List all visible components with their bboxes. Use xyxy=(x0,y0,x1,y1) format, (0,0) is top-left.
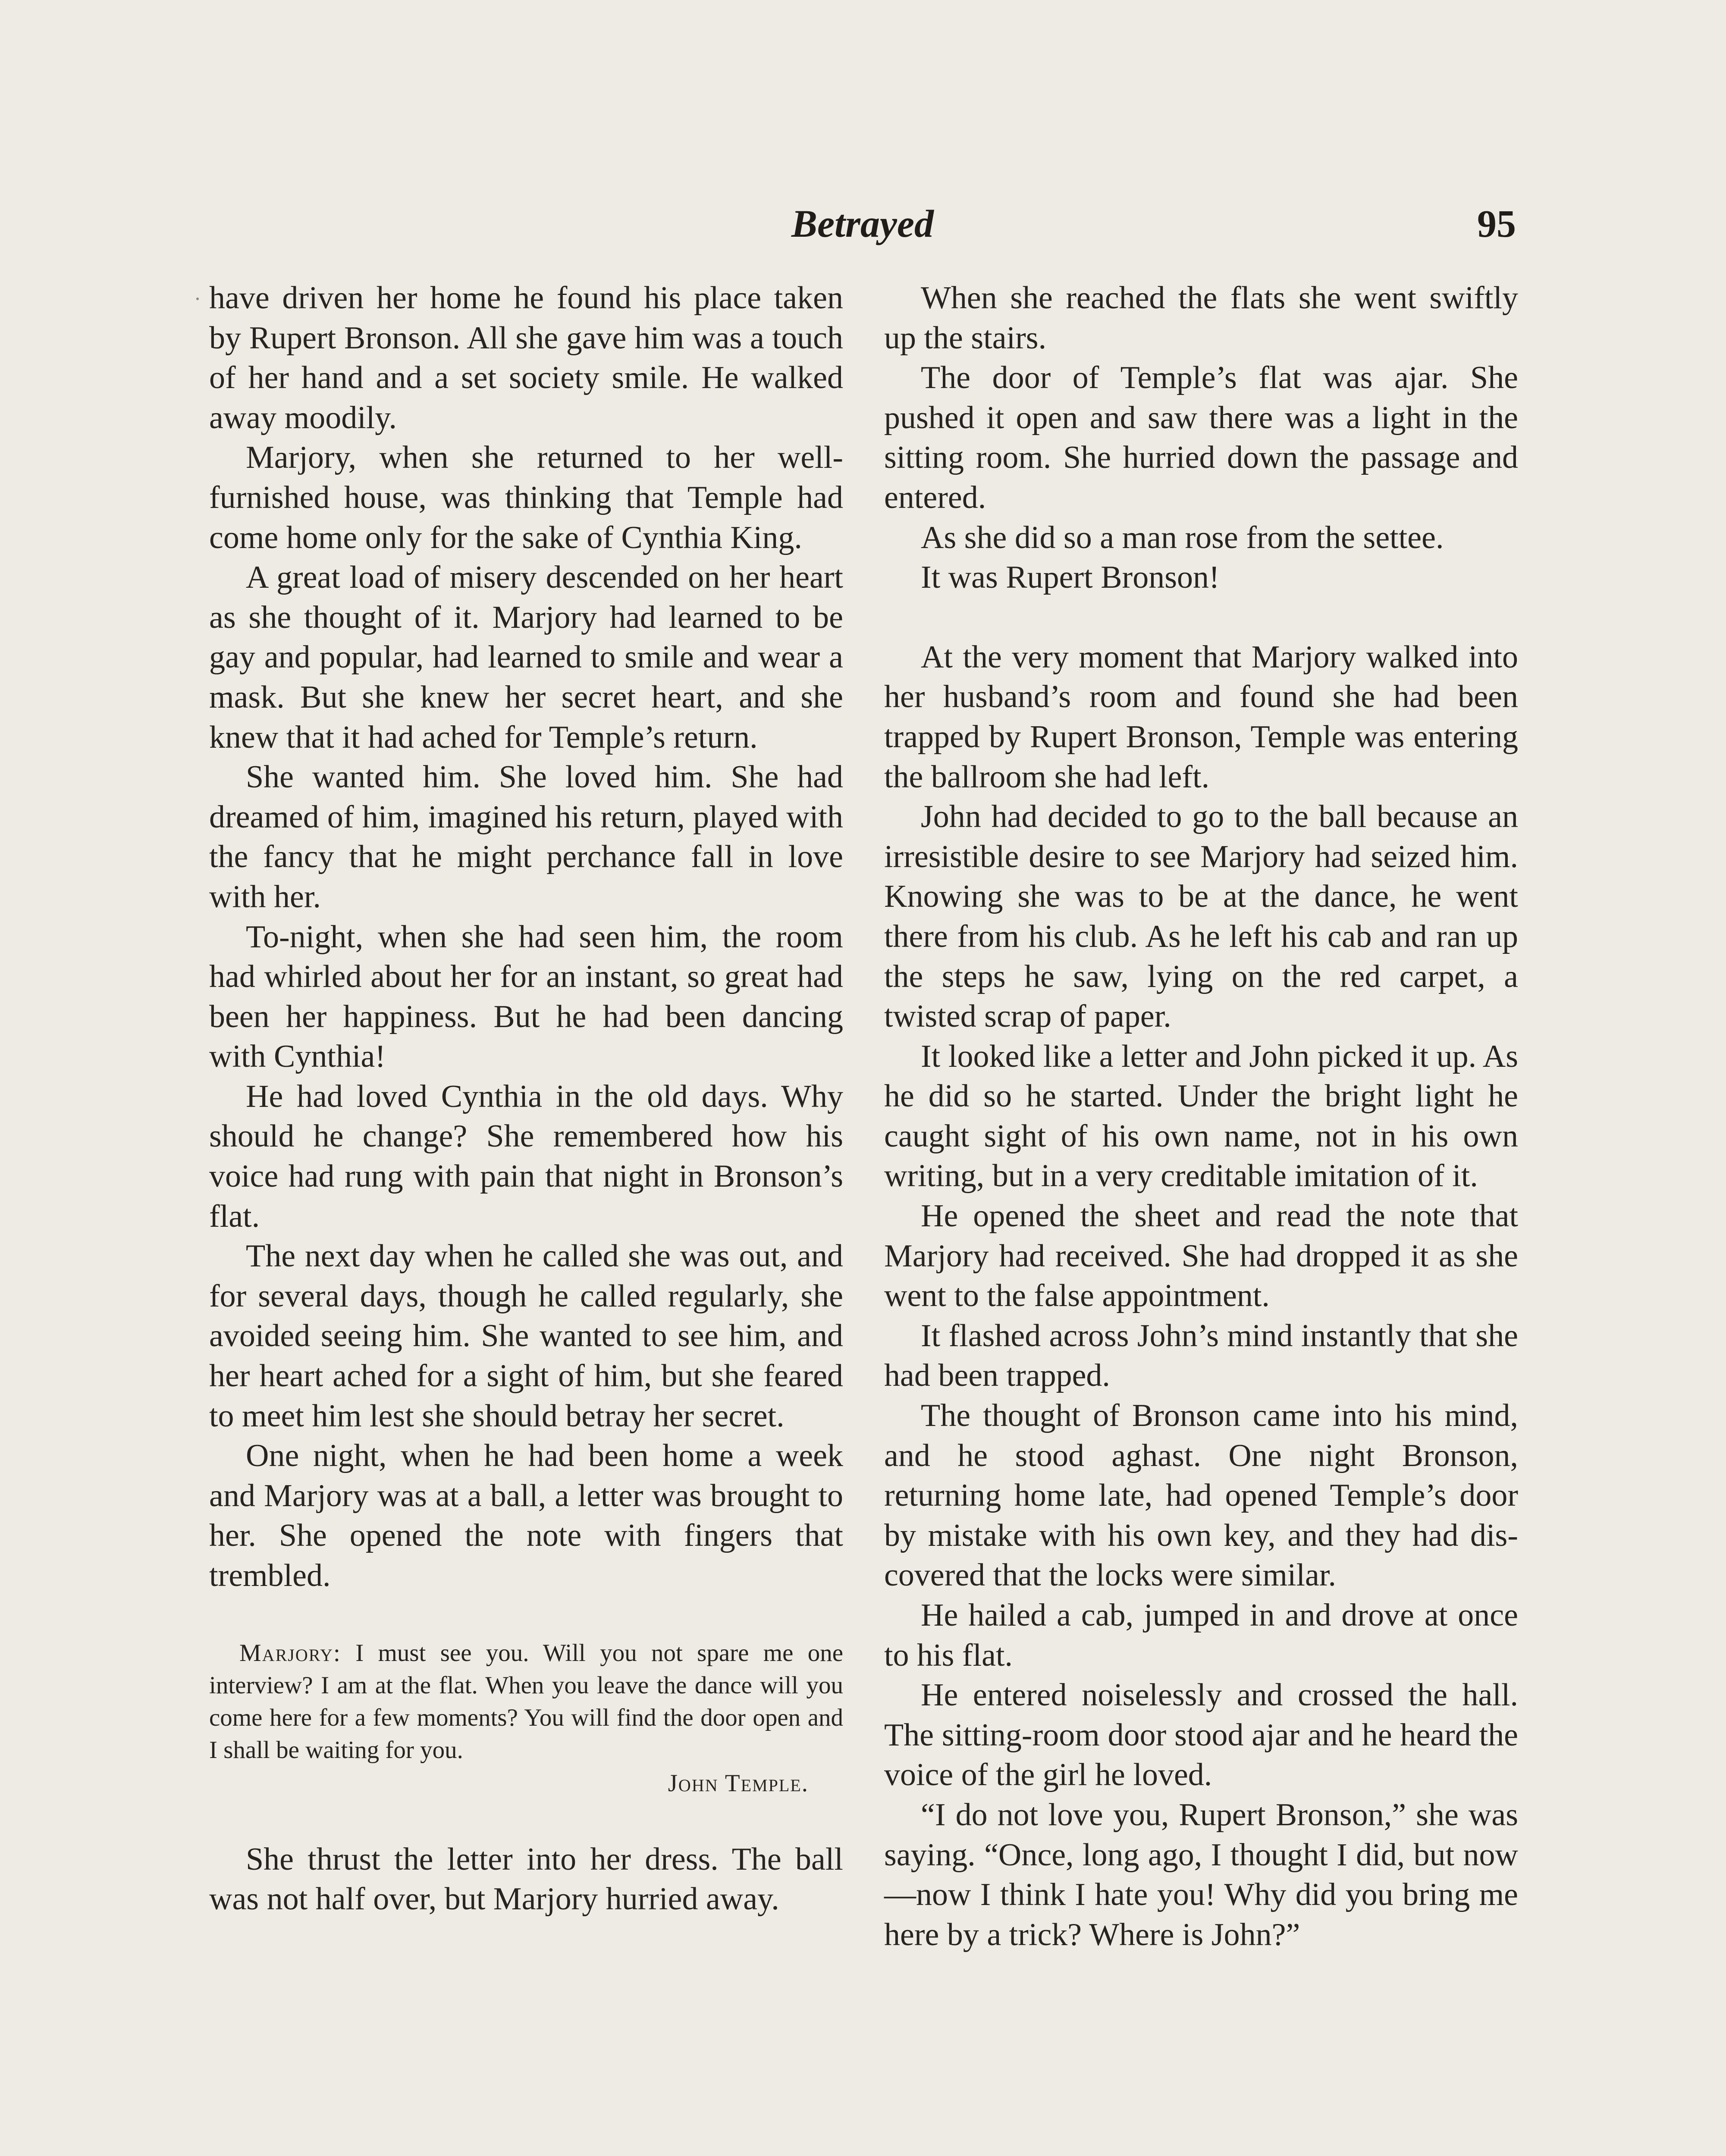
paragraph: have driven her home he found his place taken by Rupert Bronson. All she gave him was a touch of her hand and a set society smile. He walked away moodily. xyxy=(209,280,843,436)
paragraph: John had decided to go to the ball because an irresistible desire to see Marjory had seized him. Knowing she was to be at the dance, he went there from his club. As he left his cab and ran up the steps he saw, lying on the red carpet, a twisted scrap of paper. xyxy=(884,799,1518,1034)
section-break xyxy=(884,598,1518,637)
paragraph: He entered noiselessly and crossed the hall. The sitting-room door stood ajar and he heard the voice of the girl he loved. xyxy=(884,1677,1518,1793)
running-head xyxy=(209,196,1516,252)
letter-signature: John Temple. xyxy=(668,1769,809,1797)
paragraph: He opened the sheet and read the note that Marjory had received. She had dropped it as she went to the false appointment. xyxy=(884,1198,1518,1314)
paragraph: It flashed across John’s mind instantly that she had been trapped. xyxy=(884,1318,1518,1394)
paragraph: A great load of misery descended on her heart as she thought of it. Marjory had learned to be gay and popular, had learned to smile and wear a mask. But she knew her secret heart, and she knew that it had ached for Temple’s return. xyxy=(209,560,843,755)
paragraph: “I do not love you, Rupert Bronson,” she was saying. “Once, long ago, I thought I did, but now—now I think I hate you! Why did you bring me here by a trick? Where is John?” xyxy=(884,1797,1518,1952)
left-column xyxy=(209,278,843,1919)
paragraph: She wanted him. She loved him. She had dreamed of him, imagined his return, played with the fancy that he might perchance fall in love with her. xyxy=(209,759,843,915)
chapter-title: Betrayed xyxy=(791,203,934,245)
page-number: 95 xyxy=(1477,203,1516,245)
paragraph: One night, when he had been home a week and Marjory was at a ball, a letter was brought to her. She opened the note with fingers that trembled. xyxy=(209,1438,843,1593)
paragraph: The thought of Bronson came into his mind, and he stood aghast. One night Bronson, returning home late, had opened Temple’s door by mistake with his own key, and they had discovered that the locks were similar. xyxy=(884,1398,1518,1593)
paragraph: To-night, when she had seen him, the room had whirled about her for an instant, so great had been her happiness. But he had been dancing with Cynthia! xyxy=(209,919,843,1075)
paper-speck xyxy=(196,298,199,300)
paragraph: She thrust the letter into her dress. The ball was not half over, but Marjory hurried away. xyxy=(209,1841,843,1917)
letter-salutation: Marjory: xyxy=(239,1639,341,1667)
letter-body: I must see you. Will you not spare me one interview? I am at the flat. When you leave the dance will you come here for a few moments? You will find the door open and I shall be waiting for you. xyxy=(209,1639,844,1764)
paragraph: At the very moment that Marjory walked into her husband’s room and found she had been trapped by Rupert Bronson, Temple was entering the ballroom she had left. xyxy=(884,639,1518,795)
paragraph: He hailed a cab, jumped in and drove at once to his flat. xyxy=(884,1598,1518,1673)
paragraph: As she did so a man rose from the settee. xyxy=(921,520,1444,555)
paragraph: The door of Temple’s flat was ajar. She pushed it open and saw there was a light in the sitting room. She hurried down the passage and entered. xyxy=(884,360,1518,515)
letter-block xyxy=(209,1637,843,1801)
paragraph: It looked like a letter and John picked it up. As he did so he started. Under the bright light he caught sight of his own name, not in his own writing, but in a very creditable imitation of it. xyxy=(884,1038,1518,1194)
letter-text xyxy=(209,1637,843,1766)
paragraph: The next day when he called she was out, and for several days, though he called regularly, she avoided seeing him. She wanted to see him, and her heart ached for a sight of him, but she feared to meet him lest she should betray her secret. xyxy=(209,1238,843,1434)
right-column xyxy=(884,278,1518,1955)
paragraph: He had loved Cynthia in the old days. Why should he change? She remembered how his voice had rung with pain that night in Bronson’s flat. xyxy=(209,1078,843,1234)
paragraph: It was Rupert Bronson! xyxy=(921,560,1220,595)
paragraph: Marjory, when she returned to her well-furnished house, was thinking that Temple had come home only for the sake of Cynthia King. xyxy=(209,440,843,555)
paragraph: When she reached the flats she went swiftly up the stairs. xyxy=(884,280,1518,356)
